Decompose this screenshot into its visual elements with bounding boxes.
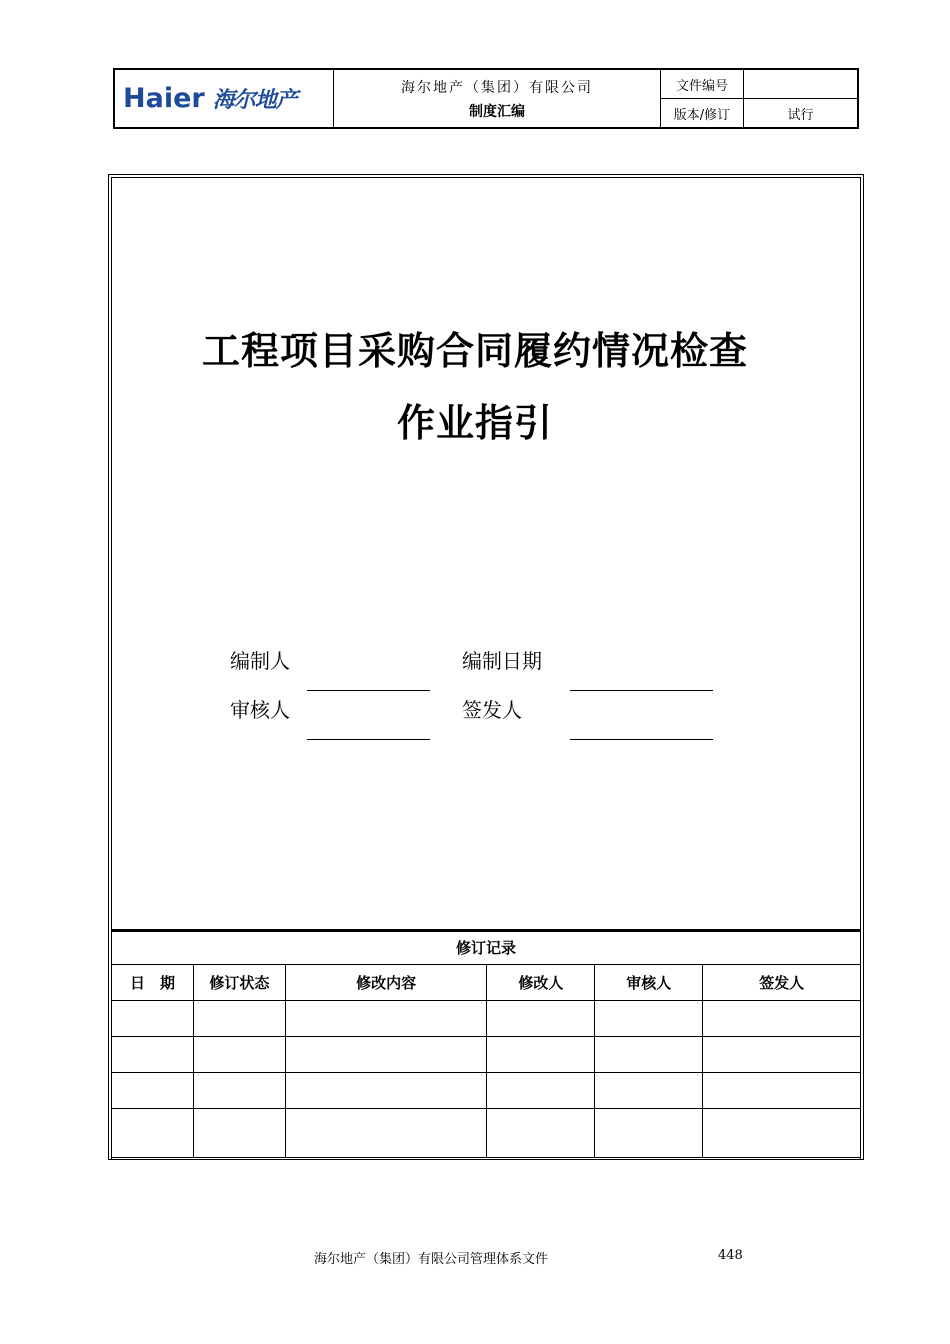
cell[interactable] <box>112 1037 194 1073</box>
table-row <box>112 1109 861 1158</box>
col-issuer: 签发人 <box>703 965 861 1001</box>
revision-header-row <box>112 965 861 1001</box>
document-title-line1: 工程项目采购合同履约情况检查 <box>201 329 748 373</box>
collection-name: 制度汇编 <box>469 103 525 120</box>
compile-date-label: 编制日期 <box>462 649 542 673</box>
col-content: 修改内容 <box>285 965 487 1001</box>
compiler-label: 编制人 <box>230 649 290 673</box>
cell[interactable] <box>703 1073 861 1109</box>
revision-caption-row <box>112 931 861 965</box>
cell[interactable] <box>112 1109 194 1158</box>
version-label: 版本/修订 <box>661 99 744 127</box>
version-value: 试行 <box>787 107 814 123</box>
col-date: 日 期 <box>112 965 194 1001</box>
revision-table <box>111 930 861 1158</box>
doc-number-value <box>744 70 857 98</box>
cell[interactable] <box>112 1001 194 1037</box>
cell[interactable] <box>193 1109 285 1158</box>
col-modifier: 修改人 <box>487 965 595 1001</box>
table-row <box>112 1037 861 1073</box>
cell[interactable] <box>595 1001 703 1037</box>
cell[interactable] <box>285 1109 487 1158</box>
revision-caption: 修订记录 <box>112 931 861 965</box>
cell[interactable] <box>487 1109 595 1158</box>
cell[interactable] <box>193 1001 285 1037</box>
footer-text: 海尔地产（集团）有限公司管理体系文件 <box>314 1252 549 1267</box>
issuer-label: 签发人 <box>462 698 522 722</box>
logo <box>115 70 334 127</box>
table-row <box>112 1001 861 1037</box>
cell[interactable] <box>285 1037 487 1073</box>
doc-number-row <box>661 70 857 98</box>
cell[interactable] <box>703 1109 861 1158</box>
company-cell <box>334 70 661 127</box>
cell[interactable] <box>285 1001 487 1037</box>
document-title-line2: 作业指引 <box>396 401 553 445</box>
col-status: 修订状态 <box>193 965 285 1001</box>
logo-haier-text: Haier <box>123 83 205 114</box>
cell[interactable] <box>487 1073 595 1109</box>
cell[interactable] <box>193 1073 285 1109</box>
cell[interactable] <box>112 1073 194 1109</box>
doc-number-label: 文件编号 <box>661 70 744 98</box>
compiler-signature-line[interactable] <box>307 690 430 691</box>
document-header <box>113 68 859 129</box>
col-reviewer: 审核人 <box>595 965 703 1001</box>
reviewer-label: 审核人 <box>230 698 290 722</box>
page-number: 448 <box>718 1248 743 1263</box>
cell[interactable] <box>595 1073 703 1109</box>
doc-meta <box>661 70 857 127</box>
cell[interactable] <box>595 1109 703 1158</box>
logo-chinese-text: 海尔地产 <box>212 87 297 113</box>
cell[interactable] <box>285 1073 487 1109</box>
compile-date-line[interactable] <box>570 690 713 691</box>
table-row <box>112 1073 861 1109</box>
version-row <box>661 98 857 127</box>
company-name: 海尔地产（集团）有限公司 <box>401 79 593 96</box>
cell[interactable] <box>193 1037 285 1073</box>
cell[interactable] <box>487 1037 595 1073</box>
issuer-signature-line[interactable] <box>570 739 713 740</box>
cell[interactable] <box>703 1001 861 1037</box>
reviewer-signature-line[interactable] <box>307 739 430 740</box>
cell[interactable] <box>595 1037 703 1073</box>
cell[interactable] <box>487 1001 595 1037</box>
cell[interactable] <box>703 1037 861 1073</box>
